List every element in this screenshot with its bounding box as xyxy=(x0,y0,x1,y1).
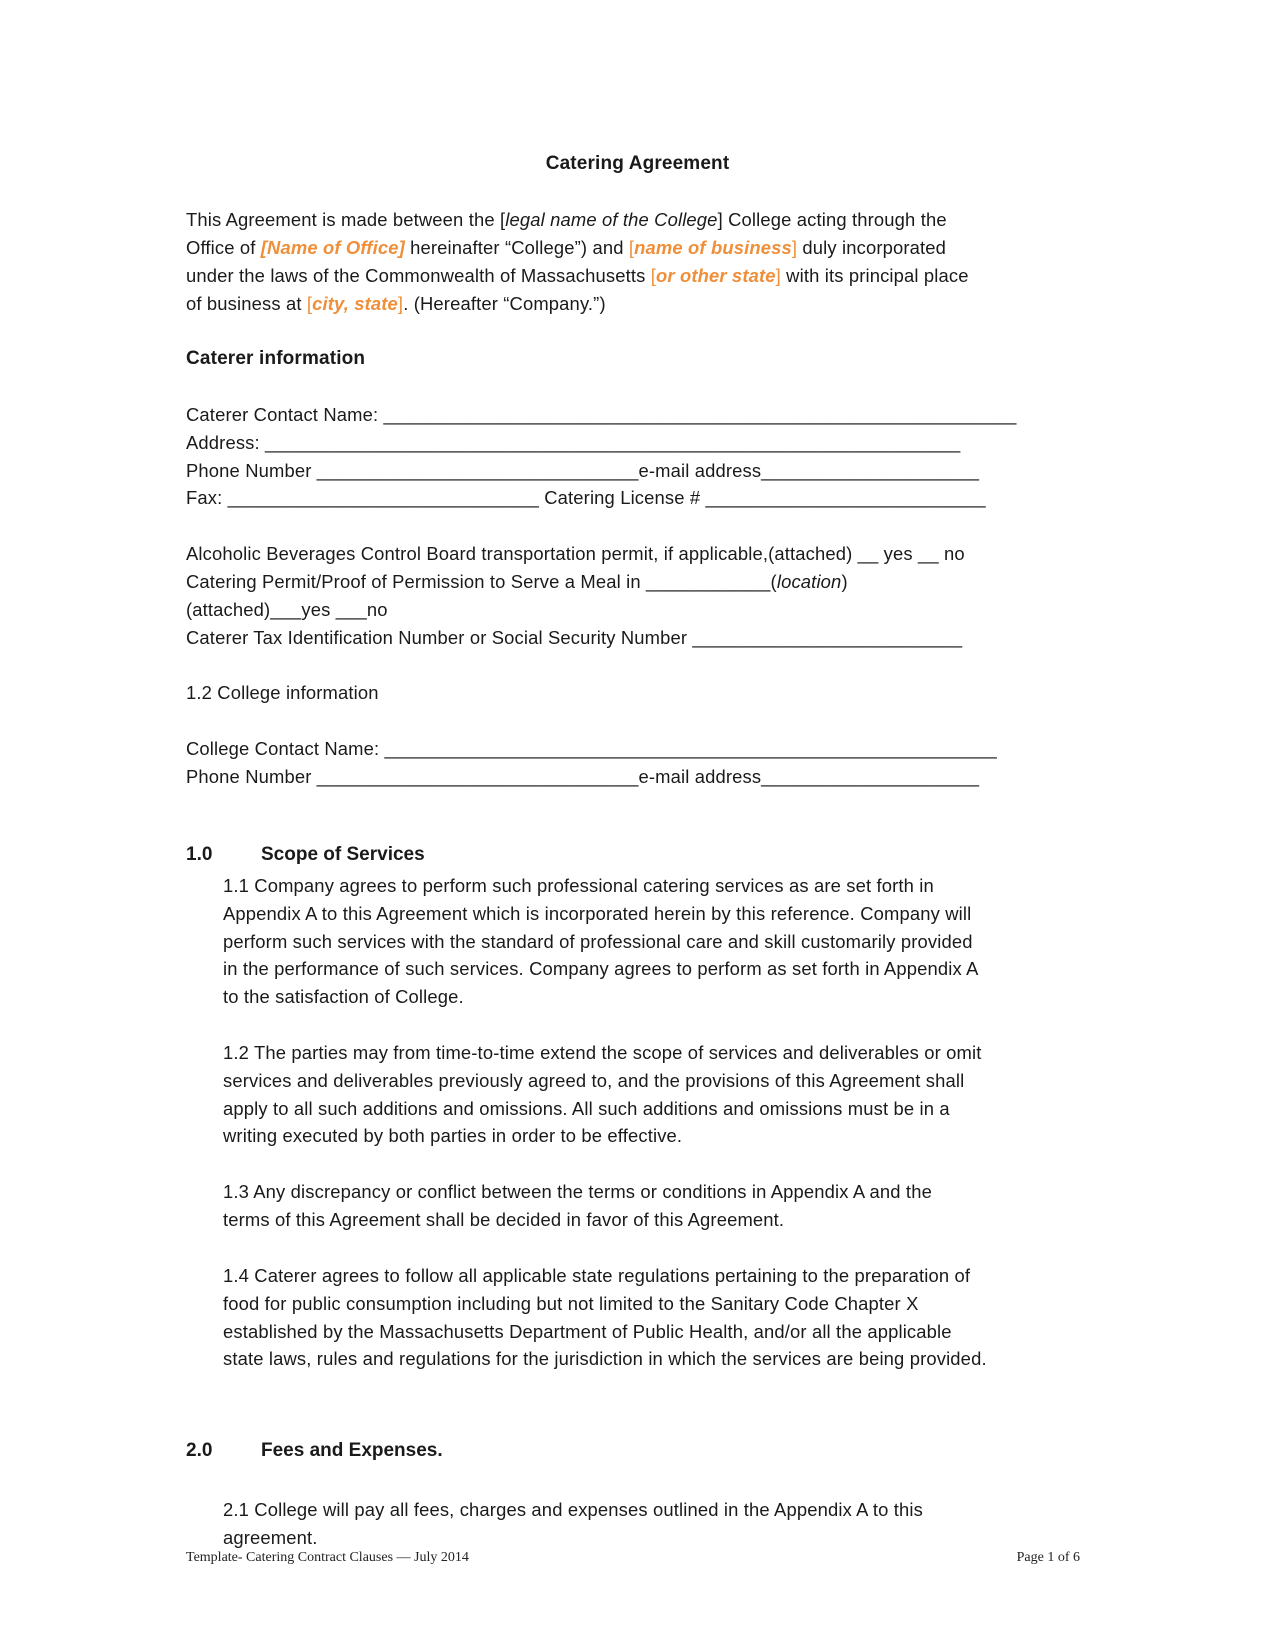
caterer-address-field[interactable]: Address: ___________________________________________________________________ xyxy=(186,432,961,453)
intro-line-3 xyxy=(186,262,969,290)
clause-line: 1.2 The parties may from time-to-time extend the scope of services and deliverables or omit xyxy=(223,1042,982,1063)
clause-1-2 xyxy=(223,1039,1093,1150)
clause-line: 1.4 Caterer agrees to follow all applicable state regulations pertaining to the preparation of xyxy=(223,1265,971,1286)
clause-line: services and deliverables previously agreed to, and the provisions of this Agreement shall xyxy=(223,1069,965,1091)
caterer-info-heading: Caterer information xyxy=(186,348,366,369)
bracket: ] xyxy=(397,293,404,314)
intro-text: Office of xyxy=(186,237,261,258)
intro-text: This Agreement is made between the [ xyxy=(186,209,506,230)
clause-line: perform such services with the standard of professional care and skill customarily provided xyxy=(223,930,973,952)
clause-line: established by the Massachusetts Department of Public Health, and/or all the applicable xyxy=(223,1320,952,1342)
footer-page-number: Page 1 of 6 xyxy=(1016,1550,1080,1565)
clause-line: state laws, rules and regulations for the jurisdiction in which the services are being provided. xyxy=(223,1348,987,1370)
clause-line: terms of this Agreement shall be decided in favor of this Agreement. xyxy=(223,1208,785,1230)
tax-id-field[interactable]: Caterer Tax Identification Number or Social Security Number __________________________ xyxy=(186,627,963,648)
section-title: Fees and Expenses. xyxy=(261,1440,443,1461)
intro-text: ] College acting through the xyxy=(717,209,947,230)
bracket: ] xyxy=(775,265,781,286)
caterer-phone-email-field[interactable]: Phone Number _______________________________e-mail address_____________________ xyxy=(186,460,980,481)
intro-line-4 xyxy=(186,290,606,318)
intro-text: . (Hereafter “Company.”) xyxy=(403,293,606,314)
office-name-placeholder: [Name of Office] xyxy=(260,237,405,258)
clause-1-3 xyxy=(223,1178,1093,1234)
catering-permit-text: Catering Permit/Proof of Permission to Serve a Meal in ____________( xyxy=(186,571,777,592)
clause-2-1 xyxy=(223,1496,1093,1552)
section-heading-fees xyxy=(186,1440,443,1462)
clause-line: to the satisfaction of College. xyxy=(223,986,464,1008)
clause-line: 1.3 Any discrepancy or conflict between the terms or conditions in Appendix A and the xyxy=(223,1181,932,1202)
intro-text: hereinafter “College”) and xyxy=(404,237,629,258)
clause-1-1 xyxy=(223,872,1093,1011)
bracket: ] xyxy=(791,237,798,258)
clause-line: 2.1 College will pay all fees, charges and expenses outlined in the Appendix A to this xyxy=(223,1499,923,1520)
business-name-placeholder: name of business xyxy=(634,237,792,258)
intro-line-2 xyxy=(186,234,946,262)
clause-line: in the performance of such services. Company agrees to perform as set forth in Appendix A xyxy=(223,958,979,980)
clause-line: 1.1 Company agrees to perform such professional catering services as are set forth in xyxy=(223,875,934,896)
location-label: location xyxy=(776,571,842,592)
bracket: [ xyxy=(650,265,656,286)
bracket: [ xyxy=(306,293,313,314)
bracket: [ xyxy=(628,237,635,258)
college-phone-email-field[interactable]: Phone Number _______________________________e-mail address_____________________ xyxy=(186,766,980,787)
college-name-placeholder: legal name of the College xyxy=(505,209,718,230)
clause-line: agreement. xyxy=(223,1526,318,1548)
footer-template-label: Template- Catering Contract Clauses — July 2014 xyxy=(186,1550,469,1565)
intro-line-1 xyxy=(186,206,947,234)
clause-1-4 xyxy=(223,1262,1093,1373)
section-number: 1.0 xyxy=(186,844,213,865)
clause-line: food for public consumption including but not limited to the Sanitary Code Chapter X xyxy=(223,1292,919,1314)
intro-text: under the laws of the Commonwealth of Massachusetts xyxy=(186,265,651,286)
intro-text: with its principal place xyxy=(780,265,969,286)
attached-yes-no-line[interactable]: (attached)___yes ___no xyxy=(186,599,388,620)
document-title: Catering Agreement xyxy=(545,153,730,174)
abc-permit-line[interactable]: Alcoholic Beverages Control Board transportation permit, if applicable,(attached) __ yes __ no xyxy=(186,543,965,564)
caterer-contact-name-field[interactable]: Caterer Contact Name: _____________________________________________________________ xyxy=(186,404,1017,425)
catering-permit-line[interactable] xyxy=(186,568,848,596)
clause-line: writing executed by both parties in order to be effective. xyxy=(223,1125,683,1147)
intro-text: duly incorporated xyxy=(797,237,947,258)
section-number: 2.0 xyxy=(186,1440,213,1461)
clause-line: Appendix A to this Agreement which is incorporated herein by this reference. Company will xyxy=(223,902,972,924)
caterer-fax-license-field[interactable]: Fax: ______________________________ Catering License # ___________________________ xyxy=(186,487,986,508)
state-placeholder: or other state xyxy=(656,265,776,286)
intro-text: of business at xyxy=(186,293,307,314)
catering-permit-text: ) xyxy=(841,571,848,592)
section-heading-scope xyxy=(186,844,425,866)
city-state-placeholder: city, state xyxy=(312,293,398,314)
college-info-heading: 1.2 College information xyxy=(186,682,379,703)
clause-line: apply to all such additions and omissions. All such additions and omissions must be in a xyxy=(223,1097,950,1119)
college-contact-name-field[interactable]: College Contact Name: ___________________________________________________________ xyxy=(186,738,997,759)
section-title: Scope of Services xyxy=(261,844,425,865)
